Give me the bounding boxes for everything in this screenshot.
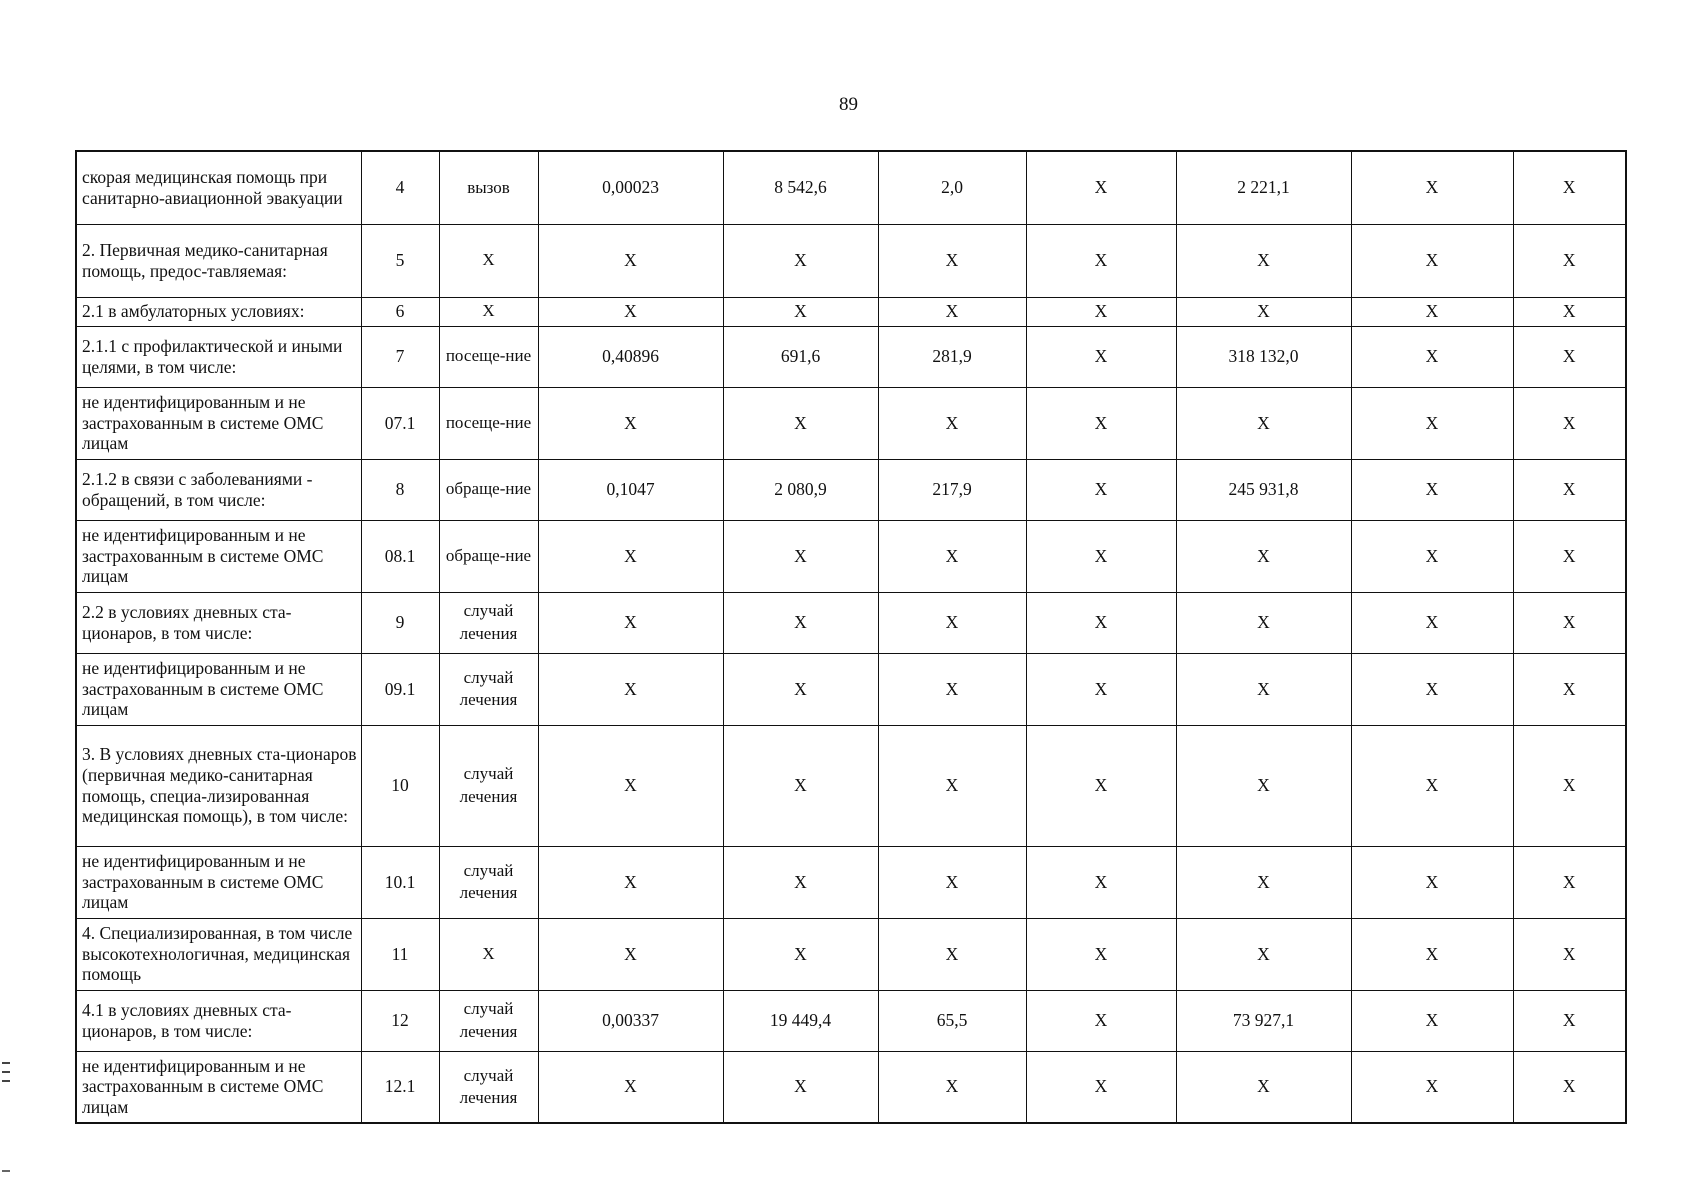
scan-edge-marks — [2, 1062, 10, 1092]
value-cell: X — [1513, 520, 1626, 592]
value-cell: X — [1351, 151, 1513, 224]
unit-cell: случай лечения — [439, 653, 538, 725]
row-name-cell: 4.1 в условиях дневных ста-ционаров, в том числе: — [76, 990, 361, 1051]
row-name-cell: 2.1.2 в связи с заболеваниями - обращений, в том числе: — [76, 459, 361, 520]
value-cell: 2 221,1 — [1176, 151, 1351, 224]
value-cell: X — [878, 520, 1026, 592]
table-row — [76, 1051, 1626, 1123]
table-row — [76, 224, 1626, 297]
value-cell: X — [878, 725, 1026, 846]
value-cell: X — [1176, 918, 1351, 990]
value-cell: X — [1176, 725, 1351, 846]
value-cell: X — [1026, 846, 1176, 918]
table-row — [76, 520, 1626, 592]
table-row — [76, 326, 1626, 387]
value-cell: X — [538, 1051, 723, 1123]
value-cell: X — [1026, 653, 1176, 725]
value-cell: X — [538, 725, 723, 846]
value-cell: X — [1176, 297, 1351, 326]
value-cell: 318 132,0 — [1176, 326, 1351, 387]
value-cell: X — [1351, 990, 1513, 1051]
unit-cell: посеще-ние — [439, 326, 538, 387]
value-cell: X — [1176, 224, 1351, 297]
row-number-cell: 9 — [361, 592, 439, 653]
value-cell: X — [1176, 653, 1351, 725]
scan-mark — [2, 1080, 10, 1082]
value-cell: X — [878, 387, 1026, 459]
value-cell: X — [1513, 846, 1626, 918]
value-cell: X — [1513, 297, 1626, 326]
value-cell: X — [1351, 387, 1513, 459]
value-cell: X — [723, 918, 878, 990]
value-cell: X — [1026, 459, 1176, 520]
value-cell: X — [878, 592, 1026, 653]
value-cell: X — [1513, 151, 1626, 224]
row-number-cell: 4 — [361, 151, 439, 224]
value-cell: X — [1351, 1051, 1513, 1123]
page-number: 89 — [839, 94, 858, 115]
value-cell: X — [1026, 387, 1176, 459]
value-cell: X — [538, 918, 723, 990]
value-cell: X — [1026, 1051, 1176, 1123]
value-cell: 2,0 — [878, 151, 1026, 224]
value-cell: X — [1513, 918, 1626, 990]
table-row — [76, 297, 1626, 326]
value-cell: 2 080,9 — [723, 459, 878, 520]
value-cell: X — [1513, 459, 1626, 520]
value-cell: X — [878, 846, 1026, 918]
row-name-cell: не идентифицированным и не застрахованным в системе ОМС лицам — [76, 1051, 361, 1123]
value-cell: X — [538, 846, 723, 918]
scan-mark — [2, 1062, 10, 1064]
table-row — [76, 918, 1626, 990]
value-cell: X — [878, 224, 1026, 297]
unit-cell: случай лечения — [439, 592, 538, 653]
row-name-cell: не идентифицированным и не застрахованным в системе ОМС лицам — [76, 520, 361, 592]
row-number-cell: 5 — [361, 224, 439, 297]
value-cell: X — [1351, 846, 1513, 918]
value-cell: X — [1351, 459, 1513, 520]
value-cell: X — [1026, 725, 1176, 846]
value-cell: X — [723, 1051, 878, 1123]
value-cell: X — [1513, 1051, 1626, 1123]
scan-mark — [2, 1071, 10, 1073]
value-cell: 0,40896 — [538, 326, 723, 387]
value-cell: X — [538, 297, 723, 326]
value-cell: X — [723, 297, 878, 326]
value-cell: X — [1513, 725, 1626, 846]
unit-cell: случай лечения — [439, 725, 538, 846]
value-cell: X — [1351, 224, 1513, 297]
value-cell: X — [1026, 990, 1176, 1051]
row-number-cell: 6 — [361, 297, 439, 326]
row-number-cell: 11 — [361, 918, 439, 990]
value-cell: 0,1047 — [538, 459, 723, 520]
row-name-cell: 2. Первичная медико-санитарная помощь, предос-тавляемая: — [76, 224, 361, 297]
row-name-cell: не идентифицированным и не застрахованным в системе ОМС лицам — [76, 846, 361, 918]
unit-cell: обраще-ние — [439, 520, 538, 592]
value-cell: X — [1513, 387, 1626, 459]
data-table — [75, 150, 1627, 1124]
value-cell: X — [723, 592, 878, 653]
value-cell: 217,9 — [878, 459, 1026, 520]
unit-cell: случай лечения — [439, 1051, 538, 1123]
table-row — [76, 592, 1626, 653]
row-number-cell: 08.1 — [361, 520, 439, 592]
value-cell: X — [878, 1051, 1026, 1123]
value-cell: X — [538, 224, 723, 297]
value-cell: X — [538, 520, 723, 592]
table-row — [76, 725, 1626, 846]
value-cell: X — [1513, 326, 1626, 387]
value-cell: X — [1513, 224, 1626, 297]
row-name-cell: 3. В условиях дневных ста-ционаров (первичная медико-санитарная помощь, специа-лизированная медицинская помощь), в том числе: — [76, 725, 361, 846]
row-number-cell: 09.1 — [361, 653, 439, 725]
unit-cell: посеще-ние — [439, 387, 538, 459]
value-cell: X — [1351, 520, 1513, 592]
value-cell: X — [1026, 224, 1176, 297]
unit-cell: случай лечения — [439, 990, 538, 1051]
table-row — [76, 846, 1626, 918]
value-cell: 691,6 — [723, 326, 878, 387]
row-name-cell: не идентифицированным и не застрахованным в системе ОМС лицам — [76, 653, 361, 725]
unit-cell: вызов — [439, 151, 538, 224]
value-cell: X — [878, 918, 1026, 990]
value-cell: X — [1351, 297, 1513, 326]
value-cell: X — [1176, 520, 1351, 592]
row-number-cell: 8 — [361, 459, 439, 520]
value-cell: X — [723, 520, 878, 592]
value-cell: X — [723, 387, 878, 459]
value-cell: X — [1351, 918, 1513, 990]
value-cell: X — [1351, 592, 1513, 653]
value-cell: X — [1513, 653, 1626, 725]
value-cell: X — [723, 725, 878, 846]
row-name-cell: 4. Специализированная, в том числе высокотехнологичная, медицинская помощь — [76, 918, 361, 990]
unit-cell: X — [439, 297, 538, 326]
value-cell: X — [1176, 387, 1351, 459]
value-cell: X — [1026, 592, 1176, 653]
value-cell: X — [878, 653, 1026, 725]
row-number-cell: 10 — [361, 725, 439, 846]
value-cell: 0,00337 — [538, 990, 723, 1051]
row-name-cell: 2.2 в условиях дневных ста-ционаров, в том числе: — [76, 592, 361, 653]
value-cell: X — [1176, 846, 1351, 918]
value-cell: 0,00023 — [538, 151, 723, 224]
scan-mark — [2, 1170, 10, 1172]
value-cell: X — [1026, 297, 1176, 326]
value-cell: X — [1351, 653, 1513, 725]
value-cell: 281,9 — [878, 326, 1026, 387]
table-row — [76, 459, 1626, 520]
value-cell: X — [1513, 990, 1626, 1051]
unit-cell: X — [439, 918, 538, 990]
value-cell: 73 927,1 — [1176, 990, 1351, 1051]
value-cell: 65,5 — [878, 990, 1026, 1051]
value-cell: X — [538, 592, 723, 653]
unit-cell: обраще-ние — [439, 459, 538, 520]
unit-cell: X — [439, 224, 538, 297]
table-row — [76, 151, 1626, 224]
unit-cell: случай лечения — [439, 846, 538, 918]
row-number-cell: 12 — [361, 990, 439, 1051]
row-name-cell: не идентифицированным и не застрахованным в системе ОМС лицам — [76, 387, 361, 459]
row-name-cell: 2.1 в амбулаторных условиях: — [76, 297, 361, 326]
row-number-cell: 7 — [361, 326, 439, 387]
value-cell: 245 931,8 — [1176, 459, 1351, 520]
value-cell: 19 449,4 — [723, 990, 878, 1051]
value-cell: X — [1026, 520, 1176, 592]
value-cell: X — [538, 387, 723, 459]
value-cell: 8 542,6 — [723, 151, 878, 224]
value-cell: X — [538, 653, 723, 725]
value-cell: X — [1026, 151, 1176, 224]
value-cell: X — [1351, 725, 1513, 846]
table-row — [76, 990, 1626, 1051]
value-cell: X — [1176, 1051, 1351, 1123]
value-cell: X — [1026, 326, 1176, 387]
row-number-cell: 10.1 — [361, 846, 439, 918]
value-cell: X — [723, 224, 878, 297]
table-row — [76, 387, 1626, 459]
table-row — [76, 653, 1626, 725]
value-cell: X — [1176, 592, 1351, 653]
row-number-cell: 07.1 — [361, 387, 439, 459]
value-cell: X — [1513, 592, 1626, 653]
value-cell: X — [1026, 918, 1176, 990]
row-number-cell: 12.1 — [361, 1051, 439, 1123]
value-cell: X — [723, 846, 878, 918]
value-cell: X — [878, 297, 1026, 326]
value-cell: X — [723, 653, 878, 725]
value-cell: X — [1351, 326, 1513, 387]
row-name-cell: 2.1.1 с профилактической и иными целями, в том числе: — [76, 326, 361, 387]
row-name-cell: скорая медицинская помощь при санитарно-авиационной эвакуации — [76, 151, 361, 224]
